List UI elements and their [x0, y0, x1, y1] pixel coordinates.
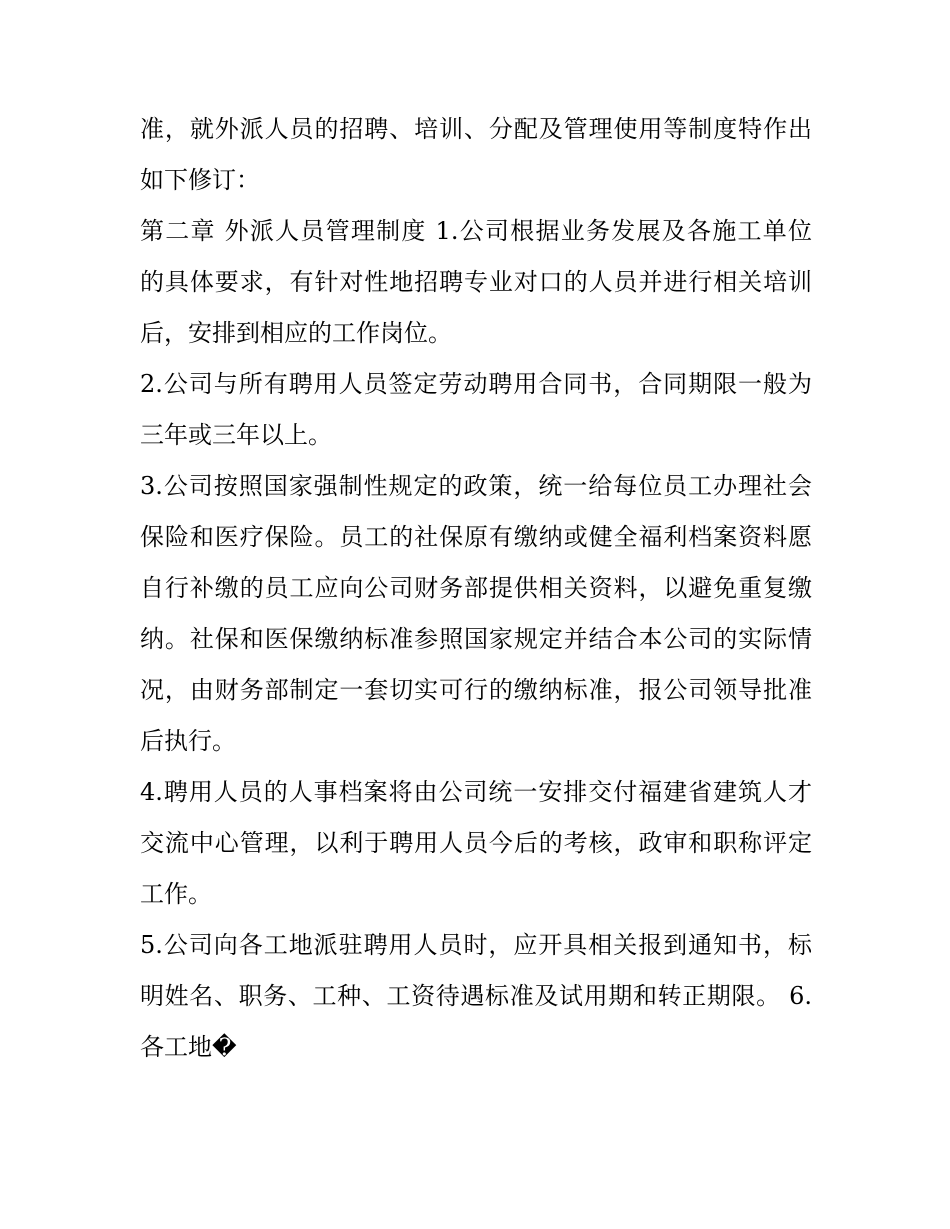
text-line: 明姓名、职务、工种、工资待遇标准及试用期和转正期限。 6.	[140, 982, 812, 1010]
text-line: 后执行。	[140, 727, 236, 755]
text-line: 后，安排到相应的工作岗位。	[140, 319, 452, 347]
text-line: 准，就外派人员的招聘、培训、分配及管理使用等制度特作出	[140, 115, 812, 143]
text-line: 2.公司与所有聘用人员签定劳动聘用合同书，合同期限一般为	[140, 370, 812, 398]
text-line: 第二章 外派人员管理制度 1.公司根据业务发展及各施工单位	[140, 217, 812, 245]
text-line: 保险和医疗保险。员工的社保原有缴纳或健全福利档案资料愿	[140, 523, 812, 551]
text-line: 如下修订：	[140, 166, 260, 194]
text-line: 自行补缴的员工应向公司财务部提供相关资料，以避免重复缴	[140, 574, 812, 602]
text-line: 3.公司按照国家强制性规定的政策，统一给每位员工办理社会	[140, 472, 812, 500]
text-line: 工作。	[140, 880, 212, 908]
document-body	[140, 104, 812, 1073]
text-line: 三年或三年以上。	[140, 421, 332, 449]
text-line: 的具体要求，有针对性地招聘专业对口的人员并进行相关培训	[140, 268, 812, 296]
text-line: 5.公司向各工地派驻聘用人员时，应开具相关报到通知书，标	[140, 931, 812, 959]
text-line: 4.聘用人员的人事档案将由公司统一安排交付福建省建筑人才	[140, 778, 812, 806]
text-line: 交流中心管理，以利于聘用人员今后的考核，政审和职称评定	[140, 829, 812, 857]
text-line: 况，由财务部制定一套切实可行的缴纳标准，报公司领导批准	[140, 676, 812, 704]
text-line: 纳。社保和医保缴纳标准参照国家规定并结合本公司的实际情	[140, 625, 812, 653]
text-line: 各工地�	[140, 1033, 237, 1061]
